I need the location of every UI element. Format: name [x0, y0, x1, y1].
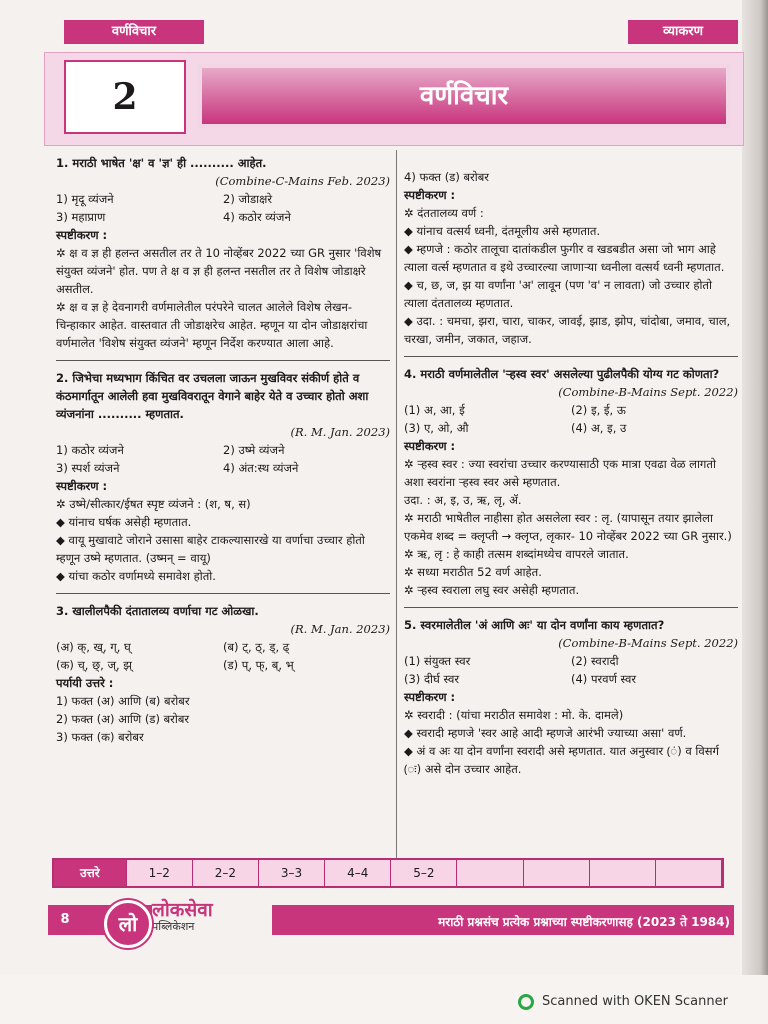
publisher-brand [152, 900, 272, 936]
scanner-text: Scanned with OKEN Scanner [542, 994, 728, 1009]
option: 1) मृदू व्यंजने [56, 192, 114, 206]
group-option: (ब) ट्, ठ्, ड्, ढ् [223, 640, 290, 654]
question-1-source: (Combine-C-Mains Feb. 2023) [215, 174, 390, 188]
scanner-watermark [518, 990, 758, 1014]
answer-cell: 4–4 [325, 860, 391, 886]
question-4: 4. मराठी वर्णमालेतील 'ऱ्हस्व स्वर' असलेल्या पुढीलपैकी योग्य गट कोणता? [404, 367, 720, 381]
explanation-point: ◆ च, छ, ज, झ या वर्णांना 'अ' लावून (पण 'व' न लावता) जो उच्चार होतो त्याला दंततालव्य म्हणतात. [404, 278, 712, 310]
explanation-point: ◆ उदा. : चमचा, झरा, चारा, चाकर, जावई, झाड, झोप, चांदोबा, जमाव, चाल, चरखा, जमीन, जकात, जहाज. [404, 314, 731, 346]
explanation-point: ✲ ऱ्हस्व स्वराला लघु स्वर असेही म्हणतात. [404, 583, 580, 597]
option: (2) स्वरादी [571, 654, 619, 668]
group-option: (ड) प्, फ्, ब्, भ् [223, 658, 294, 672]
option: 4) अंत:स्थ व्यंजने [223, 461, 299, 475]
explanation-label: स्पष्टीकरण : [56, 228, 108, 242]
option: (4) अ, इ, उ [571, 421, 627, 435]
option: 2) उष्मे व्यंजने [223, 443, 285, 457]
question-5: 5. स्वरमालेतील 'अं आणि अः' या दोन वर्णांना काय म्हणतात? [404, 618, 665, 632]
option: 1) कठोर व्यंजने [56, 443, 124, 457]
publisher-subtitle: पब्लिकेशन [152, 920, 195, 933]
question-2: 2. जिभेचा मध्यभाग किंचित वर उचलला जाऊन मुखविवर संकीर्ण होते व कंठमार्गातून आलेली हवा मुखविवरातून वेगाने बाहेर येते व उच्चार होतो अशा व्यंजनांना .......... म्हणतात. [56, 371, 369, 421]
question-2-source: (R. M. Jan. 2023) [290, 425, 390, 439]
publisher-name: लोकसेवा [152, 899, 213, 921]
explanation-point: ◆ यांचा कठोर वर्णामध्ये समावेश होतो. [56, 569, 216, 583]
explanation-point: ✲ ऋ, लृ : हे काही तत्सम शब्दांमध्येच वापरले जातात. [404, 547, 629, 561]
option: 2) जोडाक्षरे [223, 192, 273, 206]
explanation-point: ◆ अं व अः या दोन वर्णांना स्वरादी असे म्हणतात. यात अनुस्वार (ं) व विसर्ग (ः) असे दोन उच्चार आहेत. [404, 744, 720, 776]
question-1-options [56, 190, 390, 226]
option: (2) इ, ई, ऊ [571, 403, 626, 417]
question-separator [404, 607, 738, 608]
explanation-example: उदा. : अ, इ, उ, ऋ, लृ, ॲ. [404, 493, 522, 507]
explanation-label: स्पष्टीकरण : [404, 188, 456, 202]
option: 3) महाप्राण [56, 210, 106, 224]
question-5-source: (Combine-B-Mains Sept. 2022) [558, 636, 738, 650]
option: 4) फक्त (ड) बरोबर [404, 170, 489, 184]
answer-cell: 1–2 [127, 860, 193, 886]
explanation-point: ✲ सध्या मराठीत 52 वर्ण आहेत. [404, 565, 542, 579]
answer-cell [590, 860, 656, 886]
answer-cell: 5–2 [391, 860, 457, 886]
explanation-point: ✲ क्ष व ज्ञ ही हलन्त असतील तर ते 10 नोव्हेंबर 2022 च्या GR नुसार 'विशेष संयुक्त व्यंजने' होत. पण ते क्ष व ज्ञ ही हलन्त नसतील तर ते विशेष जोडाक्षरे असतील. [56, 246, 382, 296]
explanation-point: ✲ उष्मे/सीत्कार/ईषत स्पृष्ट व्यंजने : (श, ष, स) [56, 497, 251, 511]
page-edge-shadow [742, 0, 768, 975]
explanation-label: स्पष्टीकरण : [404, 439, 456, 453]
option: (3) दीर्घ स्वर [404, 672, 460, 686]
publisher-logo-icon: लो [104, 900, 152, 948]
right-column [404, 168, 738, 778]
option: 3) स्पर्श व्यंजने [56, 461, 120, 475]
question-4-source: (Combine-B-Mains Sept. 2022) [558, 385, 738, 399]
answer-key-label: उत्तरे [54, 860, 127, 886]
answer-cell [457, 860, 523, 886]
option: 1) फक्त (अ) आणि (ब) बरोबर [56, 694, 190, 708]
question-separator [56, 360, 390, 361]
option: (3) ए, ओ, औ [404, 421, 469, 435]
option: (4) परवर्ण स्वर [571, 672, 637, 686]
question-3-groups [56, 638, 390, 674]
option: 2) फक्त (अ) आणि (ड) बरोबर [56, 712, 190, 726]
column-divider [396, 150, 397, 860]
question-3-source: (R. M. Jan. 2023) [290, 622, 390, 636]
explanation-point: ◆ यांनाच वत्सर्य ध्वनी, दंतमूलीय असे म्हणतात. [404, 224, 601, 238]
explanation-point: ✲ मराठी भाषेतील नाहीसा होत असलेला स्वर : लृ. (यापासून तयार झालेला एकमेव शब्द = क्लृप्ती → क्लृप्त, लृकार- 10 नोव्हेंबर 2022 च्या GR नुसार.) [404, 511, 732, 543]
question-1: 1. मराठी भाषेत 'क्ष' व 'ज्ञ' ही .......... आहेत. [56, 156, 267, 170]
scanner-logo-icon [518, 994, 534, 1010]
alternative-answers-label: पर्यायी उत्तरे : [56, 676, 114, 690]
left-column [56, 154, 390, 746]
answer-cell [656, 860, 722, 886]
answer-cell: 3–3 [259, 860, 325, 886]
page-number: 8 [60, 912, 70, 927]
question-2-options [56, 441, 390, 477]
explanation-label: स्पष्टीकरण : [56, 479, 108, 493]
answer-key-table [52, 858, 724, 888]
explanation-label: स्पष्टीकरण : [404, 690, 456, 704]
explanation-point: ✲ स्वरादी : (यांचा मराठीत समावेश : मो. के. दामले) [404, 708, 624, 722]
option: 3) फक्त (क) बरोबर [56, 730, 144, 744]
group-option: (अ) क्, ख्, ग्, घ् [56, 640, 131, 654]
question-4-options [404, 401, 738, 437]
question-5-options [404, 652, 738, 688]
question-3: 3. खालीलपैकी दंतातालव्य वर्णाचा गट ओळखा. [56, 604, 259, 618]
explanation-point: ✲ दंततालव्य वर्ण : [404, 206, 484, 220]
section-tab-right: व्याकरण [628, 20, 738, 44]
chapter-number: 2 [64, 60, 186, 134]
answer-cell [524, 860, 590, 886]
group-option: (क) च्, छ्, ज्, झ् [56, 658, 132, 672]
option: (1) अ, आ, ई [404, 403, 465, 417]
explanation-point: ✲ ऱ्हस्व स्वर : ज्या स्वरांचा उच्चार करण्यासाठी एक मात्रा एवढा वेळ लागतो अशा स्वरांना ऱ्हस्व स्वर असे म्हणतात. [404, 457, 716, 489]
section-tab-left: वर्णविचार [64, 20, 204, 44]
explanation-point: ◆ स्वरादी म्हणजे 'स्वर आहे आदी म्हणजे आरंभी ज्याच्या असा' वर्ण. [404, 726, 687, 740]
explanation-point: ◆ म्हणजे : कठोर तालूचा दातांकडील फुगीर व खडबडीत असा जो भाग आहे त्याला वर्त्स म्हणतात व इथे उच्चारल्या जाणाऱ्या ध्वनीला वत्सर्य ध्वनी म्हणतात. [404, 242, 725, 274]
explanation-point: ✲ क्ष व ज्ञ हे देवनागरी वर्णमालेतील परंपरेने चालत आलेले विशेष लेखन-चिन्हाकार आहेत. वास्तवात ती जोडाक्षरेच आहेत. म्हणून या दोन जोडाक्षरांचा वर्णमालेत 'विशेष संयुक्त व्यंजने' म्हणून निर्देश करण्यात आला आहे. [56, 300, 368, 350]
question-separator [404, 356, 738, 357]
footer-tagline: मराठी प्रश्नसंच प्रत्येक प्रश्नाच्या स्पष्टीकरणासह (2023 ते 1984) [438, 915, 730, 929]
chapter-title: वर्णविचार [198, 64, 730, 128]
question-separator [56, 593, 390, 594]
option: (1) संयुक्त स्वर [404, 654, 471, 668]
option: 4) कठोर व्यंजने [223, 210, 291, 224]
explanation-point: ◆ वायू मुखावाटे जोराने उसासा बाहेर टाकल्यासारखे या वर्णाचा उच्चार होतो म्हणून उष्मे म्हणतात. (उष्मन् = वायू) [56, 533, 365, 565]
answer-cell: 2–2 [193, 860, 259, 886]
explanation-point: ◆ यांनाच घर्षक असेही म्हणतात. [56, 515, 192, 529]
